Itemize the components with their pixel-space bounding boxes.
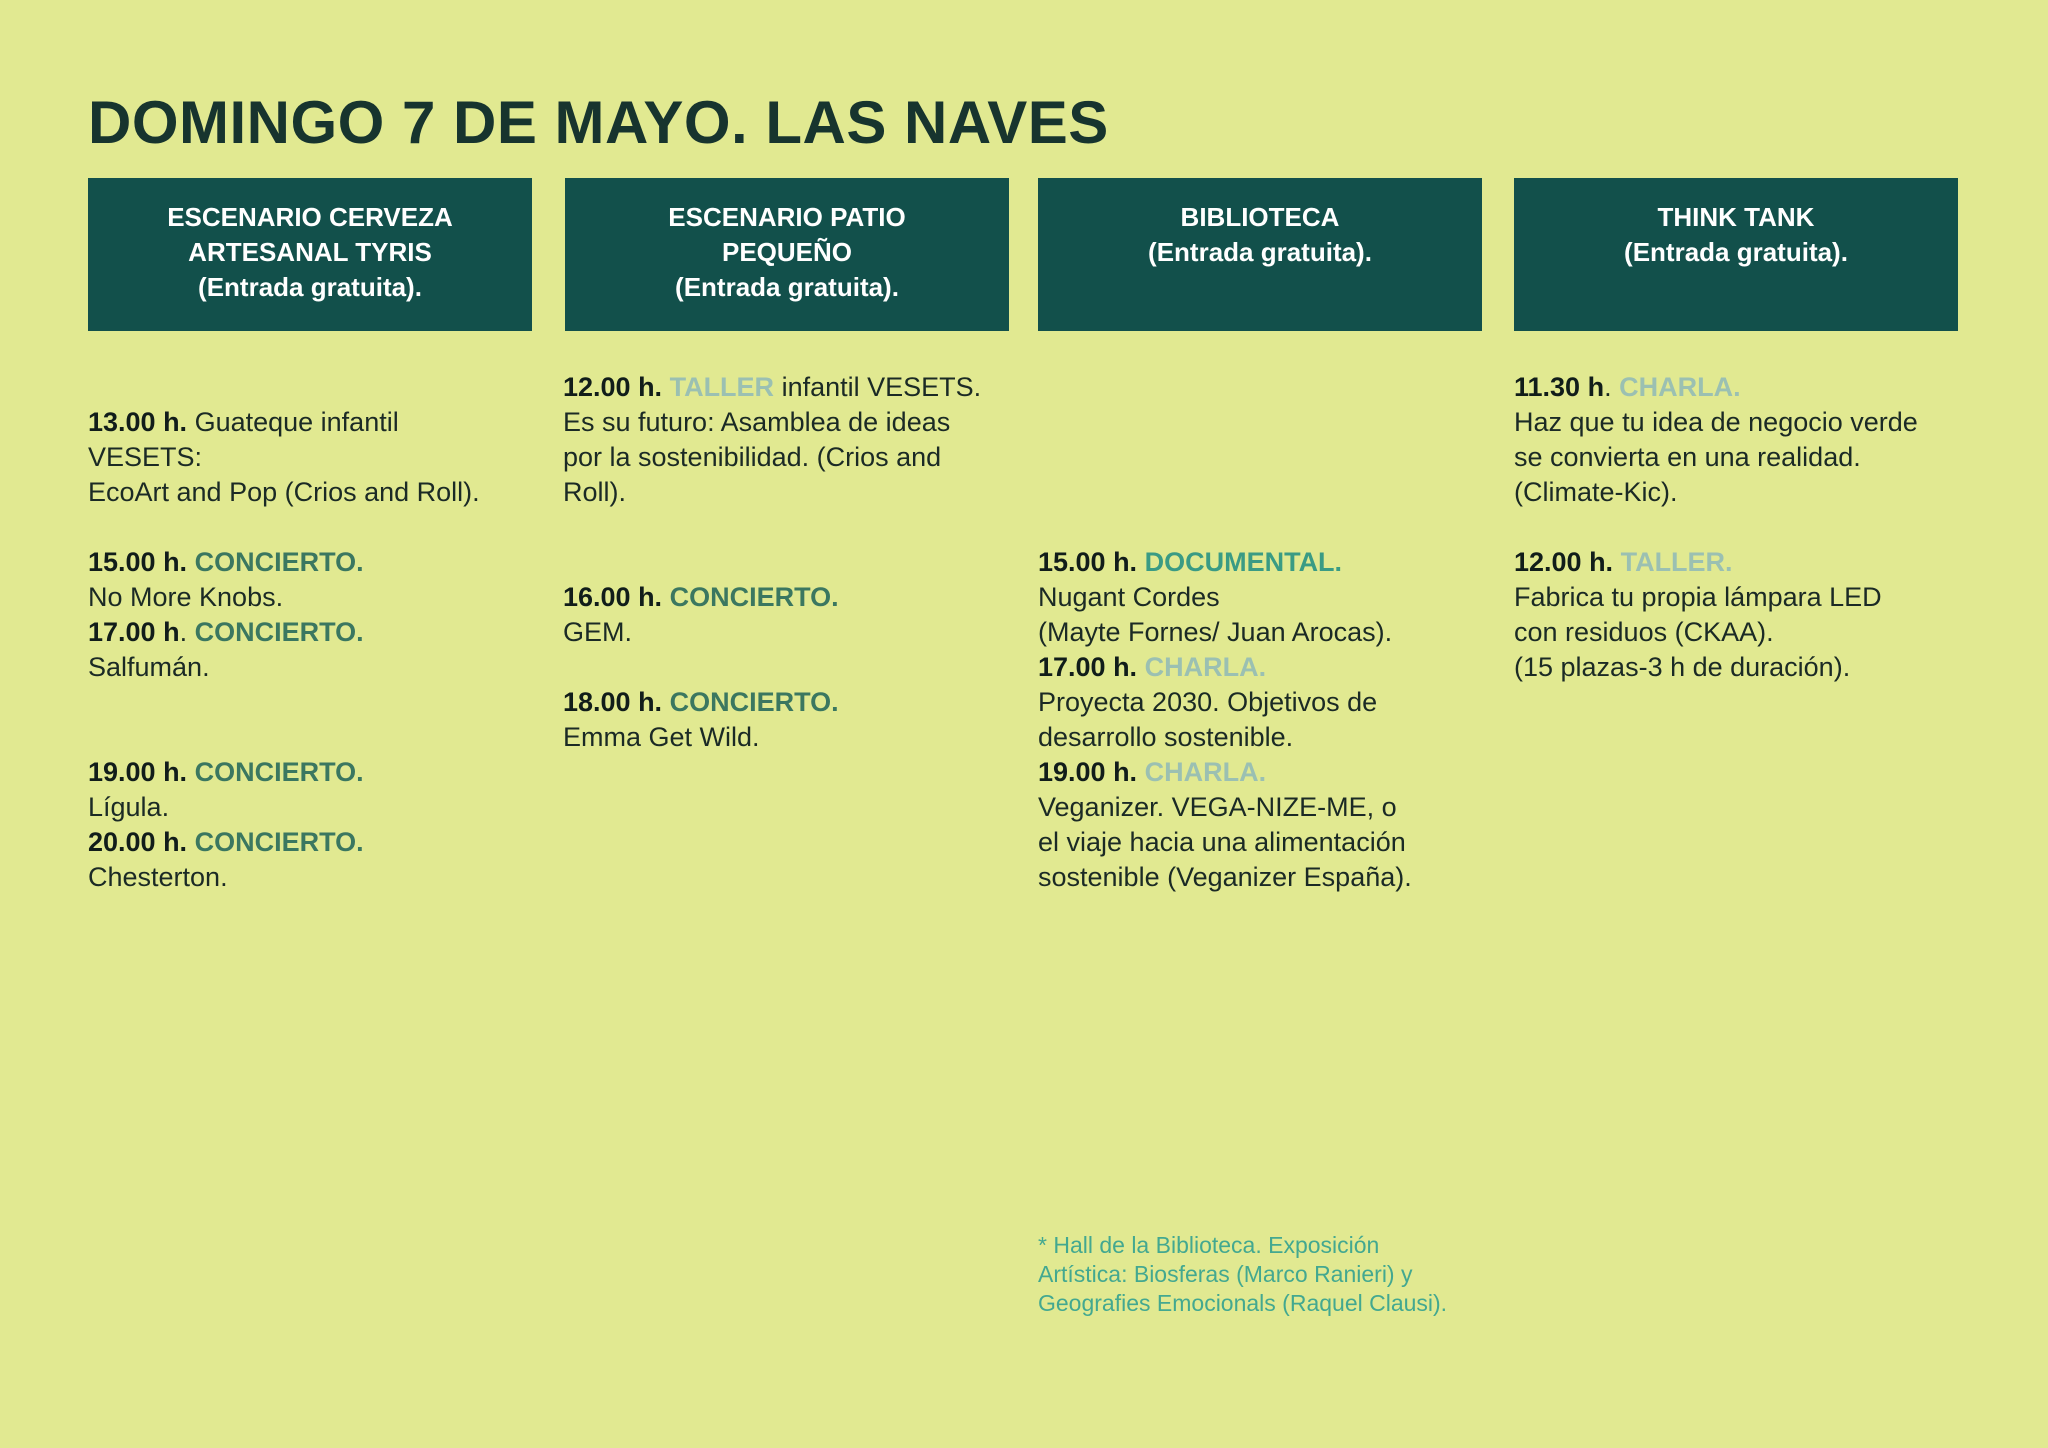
event-description: se convierta en una realidad.	[1514, 442, 1861, 472]
header-line: THINK TANK	[1657, 202, 1815, 232]
event-description: desarrollo sostenible.	[1038, 722, 1294, 752]
column-think-tank	[1514, 370, 1984, 685]
event-item	[1514, 545, 1984, 685]
header-line: ARTESANAL TYRIS	[188, 237, 432, 267]
event-description: No More Knobs.	[88, 582, 284, 612]
event-time: 13.00 h.	[88, 407, 188, 437]
event-description: Nugant Cordes	[1038, 582, 1220, 612]
event-type-concierto: CONCIERTO.	[194, 547, 364, 577]
event-description: Veganizer. VEGA-NIZE-ME, o	[1038, 792, 1397, 822]
event-item: 17.00 h. CONCIERTO. Salfumán.	[88, 615, 558, 685]
event-item	[88, 825, 558, 895]
event-description: Proyecta 2030. Objetivos de	[1038, 687, 1378, 717]
event-description: por la sostenibilidad. (Crios and	[563, 442, 942, 472]
event-description: el viaje hacia una alimentación	[1038, 827, 1406, 857]
event-time: 11.30 h	[1514, 372, 1605, 402]
event-item	[563, 580, 1033, 650]
event-type-concierto: CONCIERTO.	[194, 757, 364, 787]
event-item	[88, 755, 558, 825]
event-type-documental: DOCUMENTAL.	[1144, 547, 1343, 577]
header-line: (Entrada gratuita).	[1624, 237, 1848, 267]
event-description: (Climate-Kic).	[1514, 477, 1678, 507]
footnote-line: Geografies Emocionals (Raquel Clausi).	[1038, 1290, 1448, 1316]
event-item	[563, 685, 1033, 755]
event-type-taller: TALLER	[669, 372, 775, 402]
event-item	[1038, 545, 1508, 650]
event-description: con residuos (CKAA).	[1514, 617, 1774, 647]
event-time: 12.00 h.	[1514, 547, 1614, 577]
event-type-concierto: CONCIERTO.	[194, 827, 364, 857]
event-item	[88, 405, 558, 510]
event-time: 19.00 h.	[88, 757, 188, 787]
column-biblioteca	[1038, 545, 1508, 895]
event-type-charla: CHARLA.	[1144, 652, 1267, 682]
event-item	[1038, 650, 1508, 755]
event-description: GEM.	[563, 617, 633, 647]
column-header-escenario-patio	[565, 178, 1009, 331]
event-description: Salfumán.	[88, 652, 210, 682]
biblioteca-footnote	[1038, 1231, 1508, 1318]
event-description: VESETS:	[88, 442, 203, 472]
event-time: 15.00 h.	[88, 547, 188, 577]
event-description: Chesterton.	[88, 862, 228, 892]
header-line: ESCENARIO CERVEZA	[167, 202, 453, 232]
event-type-taller: TALLER.	[1620, 547, 1733, 577]
page-title: DOMINGO 7 DE MAYO. LAS NAVES	[88, 89, 1109, 156]
event-item	[1038, 755, 1508, 895]
footnote-line: Artística: Biosferas (Marco Ranieri) y	[1038, 1261, 1413, 1287]
event-time: 12.00 h.	[563, 372, 663, 402]
event-type-concierto: CONCIERTO.	[669, 582, 839, 612]
event-description: (15 plazas-3 h de duración).	[1514, 652, 1851, 682]
header-line: (Entrada gratuita).	[198, 272, 422, 302]
event-time: 17.00 h	[88, 617, 180, 647]
column-header-biblioteca	[1038, 178, 1482, 331]
header-line: PEQUEÑO	[721, 237, 853, 267]
column-header-escenario-cerveza	[88, 178, 532, 331]
event-type-charla: CHARLA.	[1144, 757, 1267, 787]
event-time: 15.00 h.	[1038, 547, 1138, 577]
footnote-line: * Hall de la Biblioteca. Exposición	[1038, 1232, 1380, 1258]
header-line: (Entrada gratuita).	[675, 272, 899, 302]
event-time: 19.00 h.	[1038, 757, 1138, 787]
event-description: Lígula.	[88, 792, 170, 822]
event-description: (Mayte Fornes/ Juan Arocas).	[1038, 617, 1393, 647]
event-description: EcoArt and Pop (Crios and Roll).	[88, 477, 480, 507]
event-description: Es su futuro: Asamblea de ideas	[563, 407, 951, 437]
event-type-charla: CHARLA.	[1619, 372, 1741, 402]
event-time: 18.00 h.	[563, 687, 663, 717]
header-line: (Entrada gratuita).	[1148, 237, 1372, 267]
event-description: infantil VESETS.	[774, 372, 982, 402]
event-description: Roll).	[563, 477, 627, 507]
event-item	[88, 545, 558, 615]
column-escenario-cerveza	[88, 405, 558, 895]
event-time: 17.00 h.	[1038, 652, 1138, 682]
event-time: 16.00 h.	[563, 582, 663, 612]
column-escenario-patio	[563, 370, 1033, 755]
event-description: Fabrica tu propia lámpara LED	[1514, 582, 1882, 612]
event-type-concierto: CONCIERTO.	[194, 617, 364, 647]
event-description: sostenible (Veganizer España).	[1038, 862, 1412, 892]
column-header-think-tank	[1514, 178, 1958, 331]
event-time: 20.00 h.	[88, 827, 188, 857]
header-line: BIBLIOTECA	[1180, 202, 1340, 232]
event-item	[563, 370, 1033, 510]
header-line: ESCENARIO PATIO	[668, 202, 906, 232]
event-description: Haz que tu idea de negocio verde	[1514, 407, 1918, 437]
event-type-concierto: CONCIERTO.	[669, 687, 839, 717]
event-item: 11.30 h. CHARLA. Haz que tu idea de negocio verde se convierta en una realidad. (Climate-Kic).	[1514, 370, 1984, 510]
event-description: Guateque infantil	[187, 407, 399, 437]
event-description: Emma Get Wild.	[563, 722, 760, 752]
